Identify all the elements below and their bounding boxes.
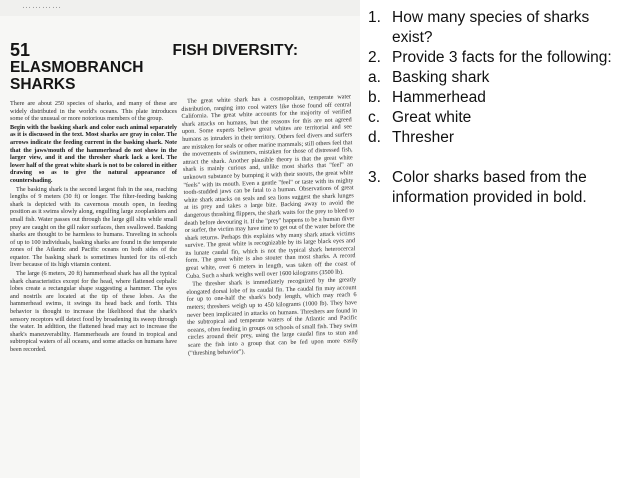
title-line-3: SHARKS xyxy=(10,76,76,93)
title-line-1: FISH DIVERSITY: xyxy=(172,42,298,59)
question-text: Color sharks based from the information provided in bold. xyxy=(392,169,587,206)
page-title xyxy=(10,42,350,93)
question-text: Provide 3 facts for the following: xyxy=(392,49,612,66)
question-item xyxy=(368,68,634,88)
list-marker: c. xyxy=(368,109,381,126)
question-item xyxy=(368,168,634,208)
question-text: Hammerhead xyxy=(392,89,486,106)
paragraph: The basking shark is the second largest fish in the sea, reaching lengths of 9 meters (30 ft) or longer. The filter-feeding basking shark is depicted with its cavernous mouth open, in feeding position as it swims slowly along, engulfing large zooplankters and small fish. Water passes out through the large gill slits while small prey are caught on the gill raker surfaces, then swallowed. Basking sharks are thought to be harmless to humans. Traveling in schools of up to 100 individuals, basking sharks are found in the temperate zones of the Atlantic and Pacific oceans on both sides of the equator. The basking shark is sometimes hunted for its oil-rich liver because of its high vitamin content. xyxy=(10,185,177,269)
left-text-column xyxy=(10,100,177,470)
question-item xyxy=(368,8,634,48)
list-marker: 3. xyxy=(368,169,381,186)
paragraph: Begin with the basking shark and color each animal separately as it is discussed in the text. Most sharks are gray in color. The arrows indicate the feeding current in the basking shark. Note that the jaws/mouth of the hammerhead do not show in the larger view, and it and the thresher shark lack a keel. The lower half of the great white shark is not to be colored in either drawing so as to give the natural appearance of countershading. xyxy=(10,123,177,184)
top-strip-text: ………… xyxy=(22,0,62,10)
question-text: How many species of sharks exist? xyxy=(392,9,590,46)
list-marker: d. xyxy=(368,129,381,146)
question-item xyxy=(368,48,634,68)
question-item xyxy=(368,88,634,108)
title-line-2: ELASMOBRANCH xyxy=(10,59,144,76)
page-top-strip xyxy=(0,0,360,16)
question-text: Great white xyxy=(392,109,472,126)
question-item xyxy=(368,108,634,128)
spacer xyxy=(368,148,634,168)
question-text: Basking shark xyxy=(392,69,490,86)
paragraph: The great white shark has a cosmopolitan, temperate water distribution, ranging into cool waters like those found off central California. The great white accounts for the majority of verified shark attacks on humans, but the reasons for this are not agreed upon. Some experts believe great whites are territorial and see humans as intruders in their territory. Others feel divers and surfers are mistaken for seals or other marine mammals; still others feel that the movements of swimmers, mistaken for those of distressed fish, attract the shark. Another plausible theory is that the great white shark is mainly curious and, unlike most sharks that "feel" an unknown substance by bumping it with their snouts, the great white "feels" with its mouth. Even a gentle "feel" or taste with its mighty tooth-studded jaws can be fatal to a human. Observations of great white shark attacks on seals and sea lions suggest the shark lunges at its prey and takes a large bite. Backing away to avoid the dangerous thrashing flippers, the shark waits for the prey to bleed to death before devouring it. If the "prey" happens to be a human diver or surfer, the victim may have time to get out of the water before the shark returns. Perhaps this explains why many shark attack victims survive. The great white is recognizable by its large black eyes and its lunate caudal fin, which is not the typical shark heterocercal form. The great white is also stouter than most sharks. A record great white, over 6 meters in length, was taken off the coast of Cuba. Such a shark weighs well over 1600 kilograms (3500 lb). xyxy=(181,93,356,280)
page-number: 51 xyxy=(10,40,31,60)
list-marker: a. xyxy=(368,69,381,86)
question-text: Thresher xyxy=(392,129,455,146)
right-text-column xyxy=(181,93,360,470)
paragraph: The large (6 meters, 20 ft) hammerhead shark has all the typical shark characteristics except for the head, where flattened cephalic lobes create a rectangular shape suggesting a hammer. The eyes and nostrils are located at the tip of these lobes. As the hammerhead swims, it swings its head back and forth. This behavior is thought to increase the likelihood that the shark's sensory receptors will detect food by broadening its sweep through the water. In addition, the flattened head may act to increase the shark's maneuverability. Hammerheads are found in tropical and subtropical waters of all oceans, and some attacks on humans have been recorded. xyxy=(10,270,177,353)
list-marker: 2. xyxy=(368,49,381,66)
list-marker: b. xyxy=(368,89,381,106)
paragraph: The thresher shark is immediately recognized by the greatly elongated dorsal lobe of its caudal fin. The caudal fin may account for up to one-half the shark's body length, which may reach 6 meters; threshers weigh up to 450 kilograms (1000 lb). They have never been implicated in attacks on humans. Threshers are found in the subtropical and temperate waters of the Atlantic and Pacific oceans, often feeding in groups on schools of small fish. They swim circles around their prey, using the large caudal fins to stun and scare the fish into a group that can be fed upon more easily ("threshing behavior"). xyxy=(186,276,358,357)
list-marker: 1. xyxy=(368,9,381,26)
question-item xyxy=(368,128,634,148)
question-list xyxy=(368,8,634,208)
paragraph: There are about 250 species of sharks, and many of these are widely distributed in the world's oceans. This plate introduces some of the unusual or more notorious members of the group. xyxy=(10,100,177,123)
